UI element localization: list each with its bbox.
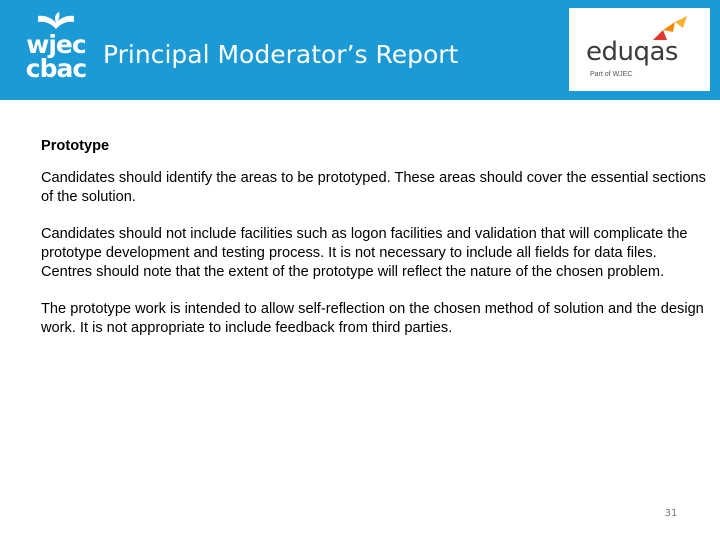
paragraph-1: Candidates should identify the areas to be prototyped. These areas should cover the essential sections of the solution. bbox=[41, 170, 706, 205]
logo-text-cbac: cbac bbox=[25, 54, 87, 83]
wjec-cbac-logo bbox=[18, 12, 94, 86]
paragraph-2: Candidates should not include facilities such as logon facilities and validation that will complicate the prototype development and testing process. It is not necessary to include all fields for data files. Centres should note that the extent of the prototype will reflect the nature of the chosen problem. bbox=[41, 226, 688, 280]
report-body bbox=[41, 137, 707, 356]
page-number: 31 bbox=[664, 508, 678, 519]
logo-text-wjec: wjec bbox=[26, 30, 86, 59]
book-icon bbox=[18, 12, 94, 32]
section-heading: Prototype bbox=[41, 138, 110, 154]
paragraph-3: The prototype work is intended to allow self-reflection on the chosen method of solution and the design work. It is not appropriate to include feedback from third parties. bbox=[41, 301, 704, 336]
eduqas-tagline: Part of WJEC bbox=[590, 71, 633, 78]
eduqas-wordmark: eduqas bbox=[586, 37, 678, 67]
header-band bbox=[0, 0, 720, 100]
page-title: Principal Moderator’s Report bbox=[103, 40, 459, 69]
eduqas-logo bbox=[569, 8, 710, 91]
